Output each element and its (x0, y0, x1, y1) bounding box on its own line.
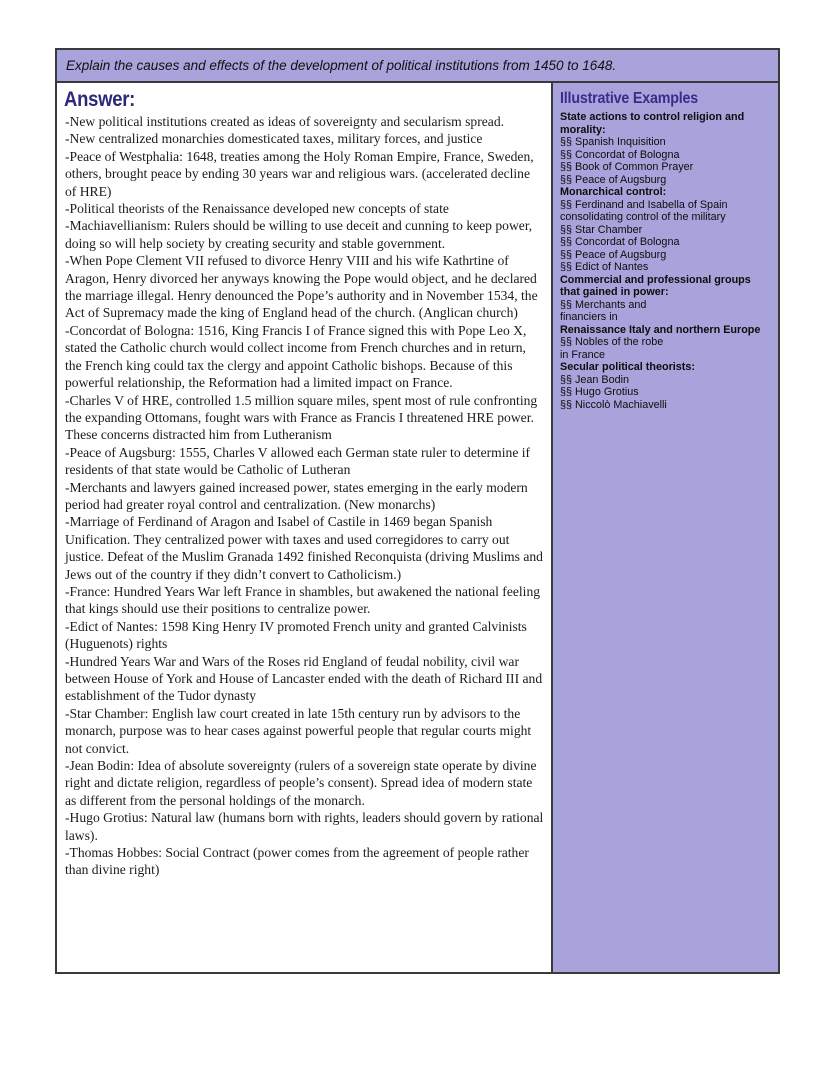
question-bar (55, 48, 780, 83)
answer-paragraph: -Marriage of Ferdinand of Aragon and Isabel of Castile in 1469 began Spanish Unification. They centralized power with taxes and used corregidores to carry out justice. Defeat of the Muslim Granada 1492 finished Reconquista (driving Muslims and Jews out of the country if they didn’t convert to Catholicism.) (65, 514, 543, 582)
answer-paragraph: -Machiavellianism: Rulers should be willing to use deceit and cunning to keep power, doing so will help society by creating security and stable government. (65, 218, 533, 251)
answer-paragraph: -When Pope Clement VII refused to divorce Henry VIII and his wife Kathrtine of Aragon, Henry divorced her anyways knowing the Pope would object, and he declared the marriage illegal. Henry denounced the Pope’s authority and in November 1534, the Act of Supremacy made the king of England head of the church. (Anglican church) (65, 253, 538, 321)
examples-item: §§ Spanish Inquisition (560, 136, 666, 148)
examples-item: in France (560, 348, 606, 361)
question-text: Explain the causes and effects of the development of political institutions from 1450 to 1648. (66, 58, 617, 73)
content-row (55, 83, 780, 974)
document-sheet (55, 48, 780, 974)
examples-panel (553, 83, 780, 974)
examples-section-header: morality: (560, 123, 606, 136)
examples-title: Illustrative Examples (560, 90, 699, 107)
answer-paragraph: -Peace of Augsburg: 1555, Charles V allowed each German state ruler to determine if residents of that state would be Catholic of Lutheran (65, 444, 531, 478)
answer-paragraph: -Hundred Years War and Wars of the Roses rid England of feudal nobility, civil war between House of York and House of Lancaster ended with the death of Richard III and establishment of the Tudor dynasty (65, 653, 543, 704)
answer-paragraph: -France: Hundred Years War left France in shambles, but awakened the national feeling that kings should use their positions to centralize power. (65, 583, 541, 617)
examples-title-wrap (560, 90, 778, 108)
examples-item: §§ Merchants and (560, 298, 647, 311)
examples-item: consolidating control of the military (560, 211, 726, 223)
answer-heading-wrap (64, 88, 551, 112)
examples-section-header: Monarchical control: (560, 186, 667, 198)
examples-item: §§ Hugo Grotius (560, 386, 639, 398)
answer-paragraph: -Peace of Westphalia: 1648, treaties among the Holy Roman Empire, France, Sweden, others, brought peace by ending 30 years war and religious wars. (accelerated decline of HRE) (65, 148, 534, 199)
examples-item: §§ Nobles of the robe (560, 336, 664, 348)
examples-item: §§ Edict of Nantes (560, 261, 649, 273)
examples-item: §§ Ferdinand and Isabella of Spain (560, 198, 728, 211)
examples-section-header: Renaissance Italy and northern Europe (560, 323, 761, 336)
answer-paragraph: -Jean Bodin: Idea of absolute sovereignty (rulers of a sovereign state operate by divine right and dictate religion, regardless of people’s consent). Spread idea of modern state as different from the personal holdings of the monarch. (65, 758, 537, 808)
answer-paragraph: -Political theorists of the Renaissance developed new concepts of state (65, 201, 449, 217)
examples-item: financiers in (560, 311, 618, 323)
examples-item: §§ Concordat of Bologna (560, 148, 680, 161)
examples-section-header: Commercial and professional groups (560, 273, 751, 286)
examples-item: §§ Concordat of Bologna (560, 236, 680, 248)
examples-item: §§ Jean Bodin (560, 373, 630, 386)
answer-paragraph: -Hugo Grotius: Natural law (humans born with rights, leaders should govern by rational laws). (65, 810, 544, 843)
examples-item: §§ Star Chamber (560, 223, 643, 236)
examples-item: §§ Book of Common Prayer (560, 161, 694, 173)
examples-item: §§ Niccolò Machiavelli (560, 398, 667, 411)
answer-paragraph: -Star Chamber: English law court created in late 15th century run by advisors to the monarch, purpose was to hear cases against powerful people that regular courts might not convict. (65, 705, 532, 756)
answer-paragraph: -Concordat of Bologna: 1516, King Francis I of France signed this with Pope Leo X, stated the Catholic church would collect income from French churches and in return, the French king could tax the clergy and appoint Catholic bishops. Because of this powerful relationship, the Reformation had a limited impact on France. (65, 322, 527, 391)
examples-list (553, 110, 778, 411)
answer-heading: Answer: (64, 88, 136, 111)
examples-section-header: State actions to control religion and (560, 111, 745, 123)
examples-item: §§ Peace of Augsburg (560, 248, 667, 261)
answer-paragraph: -Charles V of HRE, controlled 1.5 million square miles, spent most of rule confronting the expanding Ottomans, fought wars with France as Francis I threatened HRE power. These concerns distracted him from Lutheranism (65, 392, 538, 443)
examples-section-header: Secular political theorists: (560, 361, 695, 373)
answer-paragraph: -Thomas Hobbes: Social Contract (power comes from the agreement of people rather than divine right) (65, 845, 529, 878)
examples-item: §§ Peace of Augsburg (560, 173, 667, 186)
answer-paragraph: -Edict of Nantes: 1598 King Henry IV promoted French unity and granted Calvinists (Huguenots) rights (65, 618, 527, 652)
answer-paragraphs (57, 113, 551, 879)
answer-paragraph: -New centralized monarchies domesticated taxes, military forces, and justice (65, 131, 483, 147)
examples-section-header: that gained in power: (560, 286, 669, 298)
answer-panel (55, 83, 553, 974)
answer-paragraph: -Merchants and lawyers gained increased power, states emerging in the early modern period had greater royal control and centralization. (New monarchs) (65, 479, 528, 512)
answer-paragraph: -New political institutions created as ideas of sovereignty and secularism spread. (65, 114, 505, 129)
